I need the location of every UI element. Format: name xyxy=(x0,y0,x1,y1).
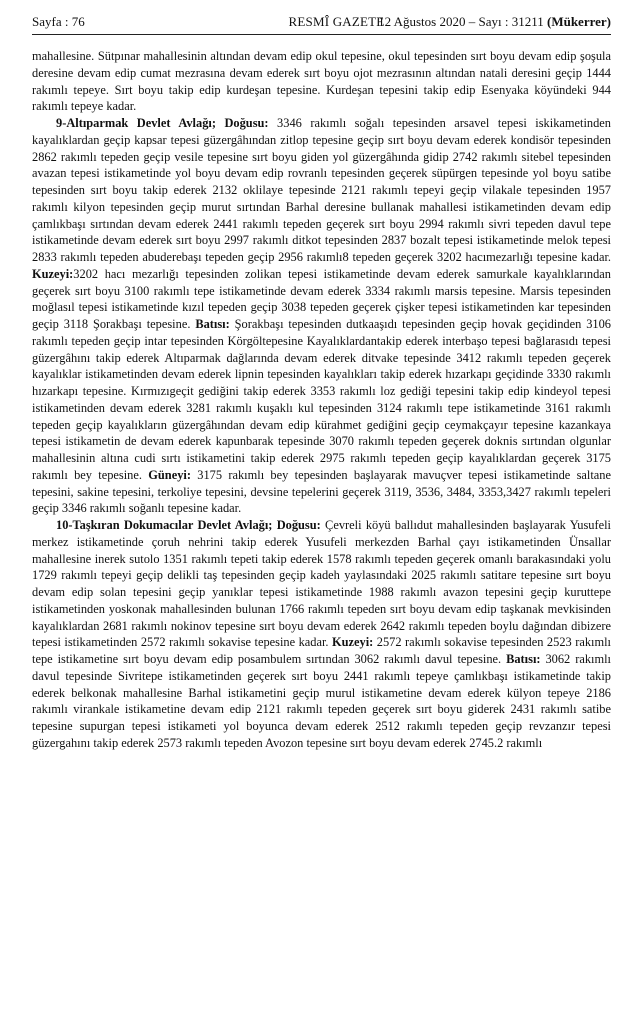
issue-date-number: 12 Ağustos 2020 – Sayı : 31211 xyxy=(378,14,547,29)
bold-heading: 10-Taşkıran Dokumacılar Devlet Avlağı; Doğusu: xyxy=(56,518,321,532)
bold-heading: Kuzeyi: xyxy=(332,635,374,650)
paragraph-text: 3202 hacı mezarlığı tepesinden zolikan tepesi istikametinde devam ederek samurkale kayalıklarından geçerek sırt boyu 3100 rakımlı tepe istikametinde devam ederek 3334 rakımlı marsis tepesine. Marsis tepesinden moğlasıl tepesi istikametinde kızıl tepeden geçip 3038 tepeden geçerek çişker tepesi istikametinden kar tepesinden geçip 3118 Şorakbaşı tepesine. xyxy=(32,266,611,331)
paragraph-text: Şorakbaşı tepesinden dutkaaşıdı tepesinden geçip hovak geçidinden 3106 rakımlı tepeden geçip intar tepesinden Körgöltepesine Kayalıklardantakip ederek interbaşo tepesi bağlarasıdı tepesi güzergâhını takip ederek Altıparmak dağlarında devam ederek ditvake tepesinde 3412 rakımlı tepeden geçerek kayalıklar istikametinden devam ederek lipnin tepesinden kayalıkları takip ederek hızarkapı geçidinde 3330 rakımlı hızarkapı tepesine. Kırmızıgeçit gediğini takip ederek 3353 rakımlı loz gediği tepesini takip edip kindeyol tepesi istikametinden devam ederek 3281 rakımlı kuşaklı kul tepesinden 3124 rakımlı tepe istikametinde 3161 rakımlı tepeden geçip kayalıkların güzergâhından devam edip kürahmet gediğini geçip ceymakçayır tepesine kazankaya tepesi istikametin de devam ederek kapunbarak tepesinde 3070 rakımlı tepeden geçerek doknis sırtından olgunlar mahallesinin altına cudi sırtı istikametini takip ederek 2975 rakımlı tepeden geçip kayalıklardan geçerek 3175 rakımlı bey tepesine. xyxy=(32,317,611,482)
bold-heading: Batısı: xyxy=(195,317,230,331)
bold-heading: Batısı: xyxy=(506,652,541,666)
bold-heading: Kuzeyi: xyxy=(32,266,74,281)
page-header xyxy=(32,10,611,35)
paragraph-text: 3062 rakımlı davul tepesinde Sivritepe istikametinden geçerek sırt boyu 2441 rakımlı tepeye çamlıkbaşı istikametinde takip ederek belkonak mahallesine Barhal istikametini geçip murul istikametine devam ederek külyon tepeye 2186 rakımlı virankale istikametine devam edip 2121 rakımlı tepeden geçerek sırt boyu giderek 2431 rakımlı satibe tepesine supurgan tepesi istikameti yol boyunca devam ederek 2512 rakımlı tepeden geçip revzanzır tepesi güzergahını takip ederek 2573 rakımlı tepeden Avozon tepesine sırt boyu devam ederek 2745.2 rakımlı xyxy=(32,652,611,750)
paragraph xyxy=(32,115,611,517)
document-body xyxy=(32,48,611,752)
gazette-title: RESMÎ GAZETE xyxy=(288,14,385,29)
page-number: Sayfa : 76 xyxy=(32,14,85,29)
issue-info xyxy=(378,10,611,34)
bold-heading: Güneyi: xyxy=(148,467,191,482)
paragraph-text: 2572 rakımlı sokavise tepesinden 2523 rakımlı tepe istikametine sırt boyu devam edip posambulem sırtından 3062 rakımlı davul tepesine. xyxy=(32,635,611,666)
issue-note: (Mükerrer) xyxy=(546,14,611,29)
bold-heading: 9-Altıparmak Devlet Avlağı; Doğusu: xyxy=(56,116,269,130)
paragraph xyxy=(32,517,611,752)
paragraph-text: mahallesine. Sütpınar mahallesinin altından devam edip okul tepesine, okul tepesinden sırt boyu devam edip şoşula deresine devam edip cumat mezrasına devam ederek sırt boyu ojot mezrasının altından natali deresini geçip 1444 rakımlı tepeye. Sırt boyu takip edip kurdeşan tepesine. Kurdeşan tepesini takip edip Esenyaka köyündeki 944 rakımlı tepeye kadar. xyxy=(32,49,611,114)
paragraph-text: Çevreli köyü ballıdut mahallesinden başlayarak Yusufeli merkez istikametinde çoruh nehrini takip ederek Yusufeli merkezden Barhal çayı istikametinden Ünsallar mahallesine inerek sutolo 1351 rakımlı tepeti takip ederek 1578 rakımlı tepeden geçerek omanlı barakasındaki yolu 1729 rakımlı tepeyi geçip delikli taş tepesinden geçip kadeh yaylasındaki 2025 rakımlı satitare tepesine sırt boyu devam edip solan tepesini geçip yanıklar tepesi istikametinde 1988 rakımlı avazon tepesini geçip kuruttepe istikametinden yoskonak mahallesinden bulunan 1766 rakımlı tepeden sırt boyu devam edip taşkanak mevkisinden kayalıklardan 2681 rakımlı nokinov tepesine sırt boyu devam ederek 2642 rakımlı tepeden boylu dağından dibizere tepesi istikametinden 2572 rakımlı sokavise tepesine kadar. xyxy=(32,518,611,650)
paragraph xyxy=(32,48,611,115)
paragraph-text: 3346 rakımlı soğalı tepesinden arsavel tepesi iskikametinden kayalıklardan geçip kapsar tepesi güzergâhından zitlop tepesine geçip sırt boyu devam ederek kondisör tepesinden 2862 rakımlı tepeden geçip vesile tepesine sırt boyu giden yol güzergâhında gidip 2742 rakımlı sitebel tepesinden avazan tepesi istikametinde yol boyu devam edip rovranlı tepesinden geçerek süpürgen tepesinde yol boyu satibe tepesinden sırt boyu takip ederek 2132 oklilaye tepesinde 2121 rakımlı tepeyi geçip vilakale tepesinden 1957 rakımlı kilyon tepesinden geçip murut sırtından Barhal deresine bullanak mahallesi istikametinden devam edip çamlıkbaşı sırtından devam ederek 2441 rakımlı tepeden geçerek sırt boyu 2994 rakımlı sivri tepeden davul tepe istikametinde devam ederek sırt boyu 2997 rakımlı ditkot tepesinden 2837 bozalt tepesi istikametinde melok tepesi 2833 rakımlı tepeden abuderebaşı tepeden geçip 2956 rakımlı8 tepeden geçerek 3202 hacımezarlığı tepesine kadar. xyxy=(32,116,611,264)
paragraph-text: 3175 rakımlı bey tepesinden başlayarak mavuçver tepesi istikametinde saltane tepesini, sakine tepesini, terkoliye tepesini, devsine tepelerini geçerek 3119, 3536, 3484, 3353,3427 rakımlı tepeleri geçip 3346 rakımlı soğanlı tepesine kadar. xyxy=(32,467,611,516)
